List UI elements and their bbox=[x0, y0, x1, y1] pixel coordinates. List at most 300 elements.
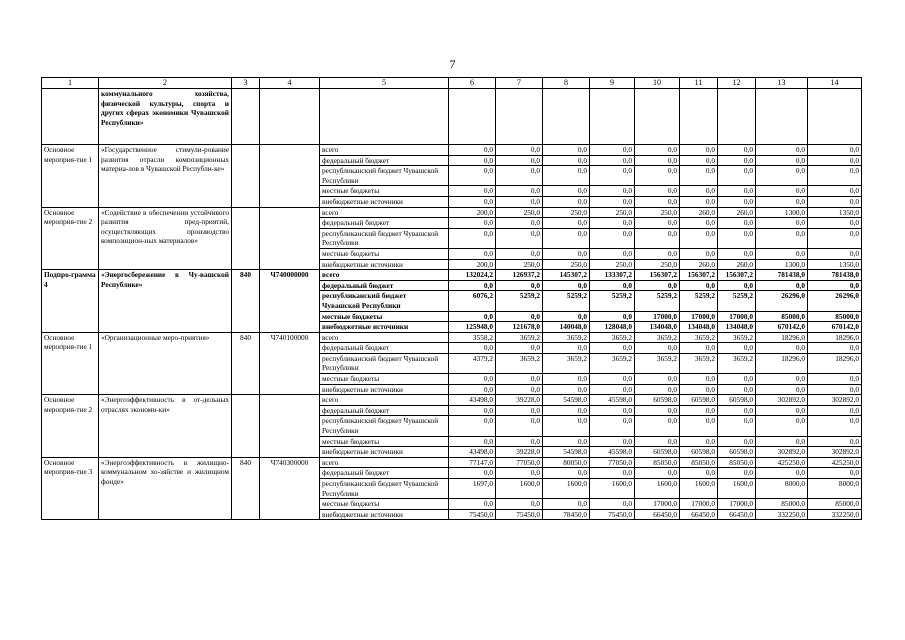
value-cell: 0,0 bbox=[808, 416, 862, 436]
value-cell: 0,0 bbox=[590, 218, 635, 229]
source-label: местные бюджеты bbox=[320, 499, 449, 510]
value-cell: 260,0 bbox=[718, 207, 756, 218]
value-cell: 0,0 bbox=[680, 468, 718, 479]
value-cell: 0,0 bbox=[496, 145, 543, 156]
value-cell: 0,0 bbox=[718, 196, 756, 207]
table-row bbox=[42, 332, 862, 343]
value-cell: 250,0 bbox=[635, 259, 680, 270]
value-cell: 0,0 bbox=[590, 374, 635, 385]
value-cell: 26296,0 bbox=[756, 291, 808, 311]
value-cell: 0,0 bbox=[635, 405, 680, 416]
value-cell: 60598,0 bbox=[718, 447, 756, 458]
value-cell: 0,0 bbox=[543, 155, 590, 166]
column-header-6: 6 bbox=[449, 78, 496, 89]
value-cell: 0,0 bbox=[496, 468, 543, 479]
value-cell: 0,0 bbox=[449, 405, 496, 416]
value-cell: 0,0 bbox=[635, 145, 680, 156]
value-cell: 0,0 bbox=[543, 311, 590, 322]
value-cell: 60598,0 bbox=[718, 395, 756, 406]
value-cell: 5259,2 bbox=[543, 291, 590, 311]
value-cell: 132024,2 bbox=[449, 270, 496, 281]
value-cell: 0,0 bbox=[718, 166, 756, 186]
column-header-5: 5 bbox=[320, 78, 449, 89]
value-cell: 156307,2 bbox=[718, 270, 756, 281]
table-row bbox=[42, 457, 862, 468]
source-label: внебюджетные источники bbox=[320, 322, 449, 333]
value-cell: 0,0 bbox=[449, 436, 496, 447]
group-title: «Энергоэффективность в жилищно-коммунальном хо-зяйстве и жилищном фонде» bbox=[99, 457, 232, 520]
value-cell: 0,0 bbox=[496, 186, 543, 197]
value-cell: 0,0 bbox=[808, 405, 862, 416]
value-cell: 0,0 bbox=[543, 499, 590, 510]
value-cell: 0,0 bbox=[680, 248, 718, 259]
value-cell: 0,0 bbox=[718, 186, 756, 197]
column-header-12: 12 bbox=[718, 78, 756, 89]
value-cell: 425250,0 bbox=[756, 457, 808, 468]
column-header-11: 11 bbox=[680, 78, 718, 89]
value-cell: 0,0 bbox=[808, 228, 862, 248]
value-cell: 3659,2 bbox=[680, 353, 718, 373]
value-cell: 54598,0 bbox=[543, 447, 590, 458]
value-cell: 0,0 bbox=[808, 145, 862, 156]
value-cell: 0,0 bbox=[590, 499, 635, 510]
value-cell: 0,0 bbox=[543, 280, 590, 291]
group-code bbox=[232, 145, 260, 208]
group-title: «Энергоэффективность в от-дельных отраслях экономи-ки» bbox=[99, 395, 232, 458]
source-label: федеральный бюджет bbox=[320, 468, 449, 479]
value-cell: 0,0 bbox=[718, 248, 756, 259]
value-cell: 0,0 bbox=[449, 311, 496, 322]
value-cell: 0,0 bbox=[590, 468, 635, 479]
value-cell: 125948,0 bbox=[449, 322, 496, 333]
value-cell: 0,0 bbox=[590, 155, 635, 166]
value-cell: 0,0 bbox=[496, 248, 543, 259]
value-cell: 0,0 bbox=[496, 228, 543, 248]
value-cell: 0,0 bbox=[449, 280, 496, 291]
value-cell: 332250,0 bbox=[756, 509, 808, 520]
group-code: 840 bbox=[232, 457, 260, 520]
source-label: внебюджетные источники bbox=[320, 259, 449, 270]
value-cell: 60598,0 bbox=[635, 447, 680, 458]
column-header-2: 2 bbox=[99, 78, 232, 89]
value-cell: 0,0 bbox=[449, 218, 496, 229]
value-cell: 0,0 bbox=[808, 384, 862, 395]
value-cell: 670142,0 bbox=[756, 322, 808, 333]
source-label: местные бюджеты bbox=[320, 186, 449, 197]
value-cell: 1300,0 bbox=[756, 259, 808, 270]
value-cell: 0,0 bbox=[496, 166, 543, 186]
value-cell: 0,0 bbox=[543, 416, 590, 436]
value-cell: 0,0 bbox=[543, 196, 590, 207]
value-cell: 0,0 bbox=[496, 416, 543, 436]
value-cell: 3659,2 bbox=[543, 332, 590, 343]
value-cell: 0,0 bbox=[635, 196, 680, 207]
value-cell: 0,0 bbox=[808, 248, 862, 259]
value-cell: 0,0 bbox=[449, 145, 496, 156]
value-cell: 0,0 bbox=[718, 468, 756, 479]
value-cell: 5259,2 bbox=[635, 291, 680, 311]
value-cell: 0,0 bbox=[590, 196, 635, 207]
value-cell: 0,0 bbox=[680, 145, 718, 156]
source-label: всего bbox=[320, 395, 449, 406]
value-cell: 0,0 bbox=[449, 186, 496, 197]
group-code: 840 bbox=[232, 270, 260, 333]
column-header-4: 4 bbox=[260, 78, 320, 89]
value-cell: 0,0 bbox=[680, 228, 718, 248]
group-title: «Содействие в обеспечении устойчивого развития пред-приятий, осуществляющих производство композицион-ных материалов» bbox=[99, 207, 232, 270]
value-cell: 17000,0 bbox=[680, 311, 718, 322]
column-header-13: 13 bbox=[756, 78, 808, 89]
value-cell: 0,0 bbox=[590, 311, 635, 322]
source-label: республиканский бюджет Чувашской Республики bbox=[320, 353, 449, 373]
source-label: всего bbox=[320, 145, 449, 156]
value-cell: 17000,0 bbox=[635, 499, 680, 510]
group-kbk bbox=[260, 395, 320, 458]
value-cell: 0,0 bbox=[590, 166, 635, 186]
value-cell: 0,0 bbox=[635, 468, 680, 479]
value-cell: 0,0 bbox=[635, 166, 680, 186]
group-code bbox=[232, 395, 260, 458]
value-cell: 0,0 bbox=[680, 155, 718, 166]
value-cell: 200,0 bbox=[449, 207, 496, 218]
value-cell: 0,0 bbox=[808, 218, 862, 229]
value-cell: 0,0 bbox=[590, 248, 635, 259]
value-cell: 3659,2 bbox=[635, 332, 680, 343]
value-cell: 0,0 bbox=[449, 499, 496, 510]
value-cell: 250,0 bbox=[590, 259, 635, 270]
value-cell: 60598,0 bbox=[680, 395, 718, 406]
value-cell: 43498,0 bbox=[449, 395, 496, 406]
group-kbk: Ч740100000 bbox=[260, 332, 320, 395]
value-cell: 0,0 bbox=[496, 311, 543, 322]
value-cell: 85000,0 bbox=[808, 499, 862, 510]
value-cell: 0,0 bbox=[496, 384, 543, 395]
value-cell: 1300,0 bbox=[756, 207, 808, 218]
value-cell: 0,0 bbox=[756, 374, 808, 385]
value-cell: 0,0 bbox=[496, 374, 543, 385]
value-cell: 0,0 bbox=[496, 218, 543, 229]
source-label: федеральный бюджет bbox=[320, 343, 449, 354]
value-cell: 781438,0 bbox=[756, 270, 808, 281]
value-cell: 0,0 bbox=[680, 186, 718, 197]
value-cell: 250,0 bbox=[635, 207, 680, 218]
value-cell: 0,0 bbox=[449, 166, 496, 186]
column-header-14: 14 bbox=[808, 78, 862, 89]
group-code: 840 bbox=[232, 332, 260, 395]
value-cell: 0,0 bbox=[756, 186, 808, 197]
value-cell: 5259,2 bbox=[590, 291, 635, 311]
value-cell: 85050,0 bbox=[718, 457, 756, 468]
group-name: Основное мероприя-тие 3 bbox=[42, 457, 99, 520]
value-cell: 1350,0 bbox=[808, 207, 862, 218]
value-cell: 0,0 bbox=[808, 166, 862, 186]
value-cell: 0,0 bbox=[756, 416, 808, 436]
value-cell: 85050,0 bbox=[680, 457, 718, 468]
value-cell: 85000,0 bbox=[808, 311, 862, 322]
table-body bbox=[42, 89, 862, 520]
value-cell: 17000,0 bbox=[635, 311, 680, 322]
value-cell: 0,0 bbox=[590, 405, 635, 416]
value-cell: 0,0 bbox=[718, 280, 756, 291]
value-cell: 0,0 bbox=[756, 145, 808, 156]
source-label: внебюджетные источники bbox=[320, 384, 449, 395]
value-cell: 0,0 bbox=[718, 155, 756, 166]
column-header-1: 1 bbox=[42, 78, 99, 89]
value-cell: 3558,2 bbox=[449, 332, 496, 343]
value-cell: 18296,0 bbox=[808, 332, 862, 343]
column-header-3: 3 bbox=[232, 78, 260, 89]
value-cell: 0,0 bbox=[590, 343, 635, 354]
budget-table bbox=[41, 77, 862, 520]
value-cell: 0,0 bbox=[756, 405, 808, 416]
value-cell: 0,0 bbox=[543, 374, 590, 385]
value-cell: 75450,0 bbox=[496, 509, 543, 520]
value-cell: 0,0 bbox=[680, 436, 718, 447]
value-cell: 133307,2 bbox=[590, 270, 635, 281]
source-label: местные бюджеты bbox=[320, 436, 449, 447]
source-label: всего bbox=[320, 457, 449, 468]
value-cell: 0,0 bbox=[718, 228, 756, 248]
value-cell: 0,0 bbox=[808, 155, 862, 166]
table-row bbox=[42, 145, 862, 156]
value-cell: 0,0 bbox=[680, 384, 718, 395]
value-cell: 260,0 bbox=[718, 259, 756, 270]
value-cell: 0,0 bbox=[635, 218, 680, 229]
value-cell: 0,0 bbox=[449, 343, 496, 354]
source-label: федеральный бюджет bbox=[320, 155, 449, 166]
value-cell: 0,0 bbox=[808, 343, 862, 354]
value-cell: 1600,0 bbox=[590, 479, 635, 499]
value-cell: 302892,0 bbox=[756, 447, 808, 458]
column-header-7: 7 bbox=[496, 78, 543, 89]
value-cell: 250,0 bbox=[496, 259, 543, 270]
value-cell: 0,0 bbox=[449, 248, 496, 259]
value-cell: 0,0 bbox=[635, 416, 680, 436]
group-title: «Организационные меро-приятия» bbox=[99, 332, 232, 395]
group-kbk: Ч740000000 bbox=[260, 270, 320, 333]
value-cell: 0,0 bbox=[680, 374, 718, 385]
value-cell: 0,0 bbox=[635, 436, 680, 447]
value-cell: 5259,2 bbox=[680, 291, 718, 311]
table-row bbox=[42, 395, 862, 406]
value-cell: 3659,2 bbox=[496, 353, 543, 373]
group-name: Основное мероприя-тие 1 bbox=[42, 145, 99, 208]
value-cell: 0,0 bbox=[680, 416, 718, 436]
value-cell: 670142,0 bbox=[808, 322, 862, 333]
value-cell: 0,0 bbox=[449, 468, 496, 479]
value-cell: 3659,2 bbox=[680, 332, 718, 343]
value-cell: 1600,0 bbox=[635, 479, 680, 499]
value-cell: 0,0 bbox=[543, 248, 590, 259]
column-header-8: 8 bbox=[543, 78, 590, 89]
value-cell: 0,0 bbox=[635, 343, 680, 354]
value-cell: 156307,2 bbox=[635, 270, 680, 281]
value-cell: 0,0 bbox=[543, 468, 590, 479]
value-cell: 0,0 bbox=[496, 499, 543, 510]
value-cell: 332250,0 bbox=[808, 509, 862, 520]
value-cell: 0,0 bbox=[496, 196, 543, 207]
value-cell: 0,0 bbox=[680, 166, 718, 186]
source-label: республиканский бюджет Чувашской Республики bbox=[320, 166, 449, 186]
group-kbk bbox=[260, 145, 320, 208]
value-cell: 8000,0 bbox=[808, 479, 862, 499]
value-cell: 250,0 bbox=[590, 207, 635, 218]
continuation-row bbox=[42, 89, 862, 145]
value-cell: 3659,2 bbox=[718, 332, 756, 343]
source-label: республиканский бюджет Чувашской Республики bbox=[320, 228, 449, 248]
value-cell: 0,0 bbox=[680, 196, 718, 207]
table-row bbox=[42, 207, 862, 218]
value-cell: 0,0 bbox=[496, 405, 543, 416]
value-cell: 66450,0 bbox=[718, 509, 756, 520]
value-cell: 156307,2 bbox=[680, 270, 718, 281]
value-cell: 54598,0 bbox=[543, 395, 590, 406]
value-cell: 0,0 bbox=[756, 384, 808, 395]
value-cell: 0,0 bbox=[635, 248, 680, 259]
group-title: «Энергосбережение в Чу-вашской Республике» bbox=[99, 270, 232, 333]
value-cell: 0,0 bbox=[808, 196, 862, 207]
value-cell: 80050,0 bbox=[543, 457, 590, 468]
value-cell: 0,0 bbox=[680, 280, 718, 291]
value-cell: 0,0 bbox=[590, 228, 635, 248]
table-row bbox=[42, 270, 862, 281]
value-cell: 18296,0 bbox=[756, 332, 808, 343]
value-cell: 78450,0 bbox=[543, 509, 590, 520]
value-cell: 302892,0 bbox=[808, 395, 862, 406]
value-cell: 85000,0 bbox=[756, 311, 808, 322]
continuation-text: коммунального хозяйства, физической культуры, спорта и других сферах экономики Чувашской Республики» bbox=[99, 89, 232, 145]
value-cell: 0,0 bbox=[590, 145, 635, 156]
value-cell: 0,0 bbox=[635, 384, 680, 395]
value-cell: 302892,0 bbox=[808, 447, 862, 458]
value-cell: 3659,2 bbox=[718, 353, 756, 373]
value-cell: 0,0 bbox=[543, 218, 590, 229]
source-label: республиканский бюджет Чувашской Республики bbox=[320, 416, 449, 436]
source-label: внебюджетные источники bbox=[320, 196, 449, 207]
value-cell: 26296,0 bbox=[808, 291, 862, 311]
value-cell: 0,0 bbox=[808, 468, 862, 479]
value-cell: 85000,0 bbox=[756, 499, 808, 510]
value-cell: 3659,2 bbox=[590, 332, 635, 343]
value-cell: 17000,0 bbox=[680, 499, 718, 510]
group-name: Основное мероприя-тие 1 bbox=[42, 332, 99, 395]
value-cell: 0,0 bbox=[756, 218, 808, 229]
value-cell: 0,0 bbox=[449, 384, 496, 395]
value-cell: 0,0 bbox=[449, 228, 496, 248]
value-cell: 6076,2 bbox=[449, 291, 496, 311]
value-cell: 0,0 bbox=[543, 166, 590, 186]
value-cell: 18296,0 bbox=[756, 353, 808, 373]
value-cell: 3659,2 bbox=[543, 353, 590, 373]
header-row bbox=[42, 78, 862, 89]
value-cell: 0,0 bbox=[756, 196, 808, 207]
value-cell: 0,0 bbox=[718, 405, 756, 416]
value-cell: 0,0 bbox=[635, 280, 680, 291]
value-cell: 60598,0 bbox=[680, 447, 718, 458]
value-cell: 3659,2 bbox=[635, 353, 680, 373]
value-cell: 0,0 bbox=[543, 436, 590, 447]
value-cell: 260,0 bbox=[680, 259, 718, 270]
source-label: всего bbox=[320, 207, 449, 218]
value-cell: 1350,0 bbox=[808, 259, 862, 270]
value-cell: 0,0 bbox=[543, 186, 590, 197]
value-cell: 18296,0 bbox=[808, 353, 862, 373]
value-cell: 60598,0 bbox=[635, 395, 680, 406]
value-cell: 0,0 bbox=[756, 228, 808, 248]
value-cell: 5259,2 bbox=[718, 291, 756, 311]
value-cell: 43498,0 bbox=[449, 447, 496, 458]
value-cell: 0,0 bbox=[496, 343, 543, 354]
value-cell: 0,0 bbox=[756, 343, 808, 354]
group-title: «Государственное стимули-рование развития отрасли композиционных материа-лов в Чувашской Республи-ке» bbox=[99, 145, 232, 208]
value-cell: 0,0 bbox=[808, 280, 862, 291]
value-cell: 0,0 bbox=[449, 155, 496, 166]
value-cell: 3659,2 bbox=[496, 332, 543, 343]
value-cell: 128048,0 bbox=[590, 322, 635, 333]
value-cell: 1600,0 bbox=[680, 479, 718, 499]
group-code bbox=[232, 207, 260, 270]
value-cell: 3659,2 bbox=[590, 353, 635, 373]
value-cell: 126937,2 bbox=[496, 270, 543, 281]
group-name: Подпро-грамма 4 bbox=[42, 270, 99, 333]
value-cell: 1600,0 bbox=[543, 479, 590, 499]
value-cell: 260,0 bbox=[680, 207, 718, 218]
value-cell: 425250,0 bbox=[808, 457, 862, 468]
value-cell: 0,0 bbox=[449, 196, 496, 207]
source-label: республиканский бюджет Чувашской Республики bbox=[320, 479, 449, 499]
value-cell: 75450,0 bbox=[590, 509, 635, 520]
value-cell: 0,0 bbox=[590, 280, 635, 291]
value-cell: 77147,0 bbox=[449, 457, 496, 468]
value-cell: 0,0 bbox=[680, 218, 718, 229]
value-cell: 85050,0 bbox=[635, 457, 680, 468]
value-cell: 134048,0 bbox=[635, 322, 680, 333]
value-cell: 0,0 bbox=[590, 186, 635, 197]
value-cell: 0,0 bbox=[718, 343, 756, 354]
group-name: Основное мероприя-тие 2 bbox=[42, 207, 99, 270]
value-cell: 134048,0 bbox=[680, 322, 718, 333]
value-cell: 0,0 bbox=[808, 374, 862, 385]
value-cell: 39228,0 bbox=[496, 395, 543, 406]
value-cell: 302892,0 bbox=[756, 395, 808, 406]
value-cell: 250,0 bbox=[496, 207, 543, 218]
source-label: местные бюджеты bbox=[320, 248, 449, 259]
group-kbk: Ч740300000 bbox=[260, 457, 320, 520]
value-cell: 0,0 bbox=[718, 436, 756, 447]
value-cell: 0,0 bbox=[756, 468, 808, 479]
value-cell: 0,0 bbox=[718, 416, 756, 436]
value-cell: 0,0 bbox=[680, 405, 718, 416]
value-cell: 1600,0 bbox=[496, 479, 543, 499]
value-cell: 200,0 bbox=[449, 259, 496, 270]
value-cell: 66450,0 bbox=[635, 509, 680, 520]
value-cell: 250,0 bbox=[543, 207, 590, 218]
group-name: Основное мероприя-тие 2 bbox=[42, 395, 99, 458]
value-cell: 77050,0 bbox=[590, 457, 635, 468]
page-number: 7 bbox=[449, 57, 456, 71]
source-label: федеральный бюджет bbox=[320, 405, 449, 416]
value-cell: 0,0 bbox=[756, 166, 808, 186]
value-cell: 8000,0 bbox=[756, 479, 808, 499]
source-label: республиканский бюджет Чувашской Республики bbox=[320, 291, 449, 311]
value-cell: 77050,0 bbox=[496, 457, 543, 468]
value-cell: 134048,0 bbox=[718, 322, 756, 333]
value-cell: 0,0 bbox=[756, 248, 808, 259]
value-cell: 0,0 bbox=[718, 374, 756, 385]
value-cell: 0,0 bbox=[635, 374, 680, 385]
value-cell: 39228,0 bbox=[496, 447, 543, 458]
value-cell: 66450,0 bbox=[680, 509, 718, 520]
